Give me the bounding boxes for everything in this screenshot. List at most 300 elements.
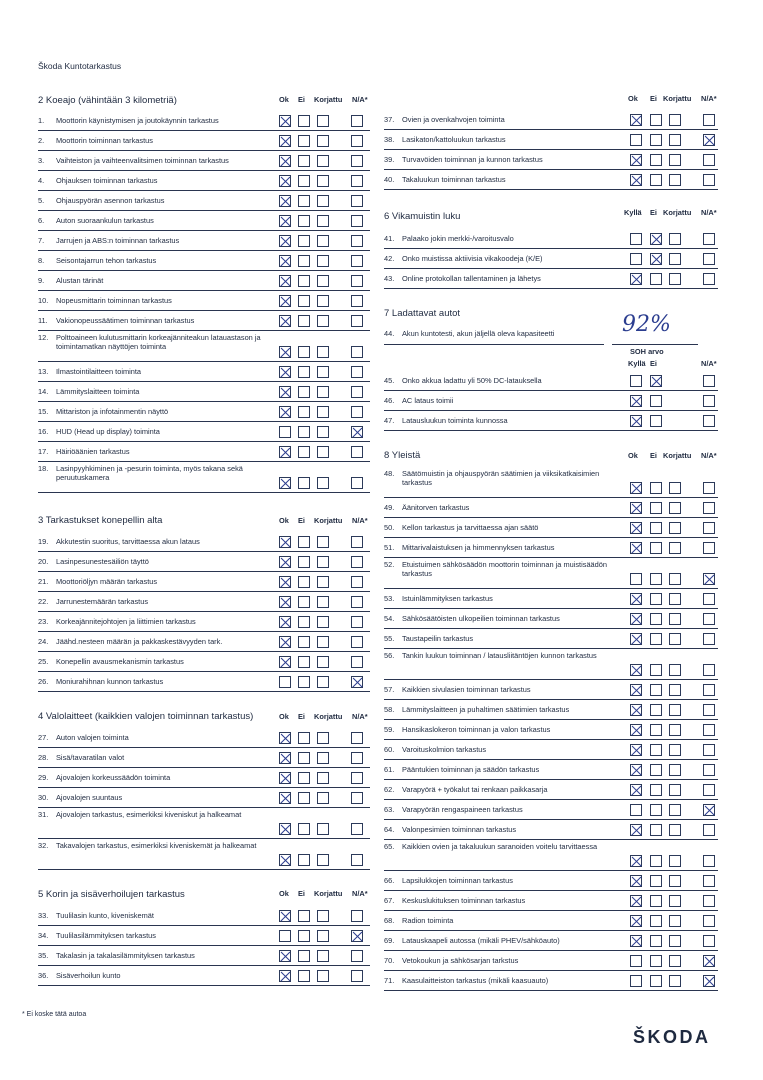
checkbox-ok[interactable] [630,613,642,625]
checkbox-ok[interactable] [279,676,291,688]
checkbox-fix[interactable] [669,975,681,987]
checkbox-ei[interactable] [298,910,310,922]
checkbox-na[interactable] [351,366,363,378]
checkbox-ei[interactable] [650,804,662,816]
checkbox-fix[interactable] [317,536,329,548]
checkbox-fix[interactable] [317,930,329,942]
checkbox-fix[interactable] [317,732,329,744]
checkbox-ei[interactable] [298,275,310,287]
checkbox-ok[interactable] [630,482,642,494]
checkbox-fix[interactable] [317,255,329,267]
checkbox-ok[interactable] [279,406,291,418]
checkbox-na[interactable] [351,536,363,548]
column-header-ei: Ei [650,94,657,103]
checkbox-ok[interactable] [279,235,291,247]
checkbox-ok[interactable] [279,752,291,764]
checkbox-ok[interactable] [630,593,642,605]
checkbox-na[interactable] [351,656,363,668]
checkbox-ok[interactable] [630,764,642,776]
checkbox-ei[interactable] [650,573,662,585]
checkbox-ei[interactable] [650,233,662,245]
checkbox-ei[interactable] [650,784,662,796]
checkbox-fix[interactable] [317,315,329,327]
checkbox-ok[interactable] [279,772,291,784]
checkbox-ok[interactable] [630,134,642,146]
checkbox-ok[interactable] [279,366,291,378]
checkbox-ok[interactable] [630,804,642,816]
checkbox-na[interactable] [351,195,363,207]
checkbox-ei[interactable] [650,684,662,696]
checkbox-ok[interactable] [279,576,291,588]
checkbox-ok[interactable] [630,935,642,947]
checkbox-na[interactable] [351,556,363,568]
checkbox-ei[interactable] [298,732,310,744]
checkbox-ok[interactable] [279,115,291,127]
checkbox-ei[interactable] [298,656,310,668]
checkbox-ei[interactable] [298,616,310,628]
checkbox-na[interactable] [703,664,715,676]
checkbox-ok[interactable] [279,854,291,866]
checkbox-ok[interactable] [630,855,642,867]
checkbox-ok[interactable] [630,174,642,186]
checkbox-na[interactable] [703,573,715,585]
checkbox-na[interactable] [703,633,715,645]
checkbox-fix[interactable] [669,633,681,645]
checkbox-fix[interactable] [669,154,681,166]
checkbox-ei[interactable] [298,406,310,418]
checkbox-ok[interactable] [279,346,291,358]
checkbox-fix[interactable] [669,935,681,947]
checkbox-fix[interactable] [317,656,329,668]
checkbox-na[interactable] [703,704,715,716]
checkbox-ok[interactable] [279,792,291,804]
item-label: Kaikkien sivulasien toiminnan tarkastus [402,685,531,694]
checkbox-ei[interactable] [298,446,310,458]
column-header-ei: Ei [650,208,657,217]
checkbox-fix[interactable] [669,134,681,146]
checkbox-ok[interactable] [279,446,291,458]
checkbox-ei[interactable] [298,596,310,608]
checkbox-ei[interactable] [298,195,310,207]
checkbox-fix[interactable] [669,915,681,927]
checkbox-ei[interactable] [650,253,662,265]
checkbox-na[interactable] [351,215,363,227]
checkbox-ei[interactable] [298,854,310,866]
checkbox-na[interactable] [351,596,363,608]
checkbox-ok[interactable] [279,175,291,187]
checkbox-na[interactable] [351,792,363,804]
checkbox-fix[interactable] [317,215,329,227]
checkbox-ei[interactable] [298,215,310,227]
checkbox-ei[interactable] [650,482,662,494]
checkbox-na[interactable] [703,744,715,756]
checkbox-fix[interactable] [317,910,329,922]
checkbox-ei[interactable] [298,477,310,489]
checkbox-na[interactable] [703,915,715,927]
checkbox-na[interactable] [703,764,715,776]
item-number: 61. [384,765,395,774]
checkbox-ok[interactable] [630,253,642,265]
checkbox-fix[interactable] [317,386,329,398]
checkbox-ok[interactable] [279,426,291,438]
checkbox-ei[interactable] [298,115,310,127]
checkbox-fix[interactable] [317,155,329,167]
checkbox-na[interactable] [351,275,363,287]
checkbox-ei[interactable] [650,395,662,407]
checklist-row [384,268,718,289]
checkbox-fix[interactable] [669,253,681,265]
checkbox-fix[interactable] [669,174,681,186]
checkbox-na[interactable] [351,477,363,489]
checkbox-ei[interactable] [298,823,310,835]
checkbox-na[interactable] [351,636,363,648]
checkbox-ei[interactable] [298,752,310,764]
checkbox-ei[interactable] [650,935,662,947]
checkbox-na[interactable] [351,406,363,418]
checkbox-na[interactable] [351,616,363,628]
checkbox-ei[interactable] [650,154,662,166]
item-number: 2. [38,136,45,145]
checkbox-ok[interactable] [630,744,642,756]
checkbox-na[interactable] [703,895,715,907]
checkbox-ok[interactable] [279,596,291,608]
checkbox-ok[interactable] [630,154,642,166]
checkbox-ei[interactable] [650,633,662,645]
checkbox-na[interactable] [703,134,715,146]
checkbox-na[interactable] [703,935,715,947]
checkbox-ei[interactable] [650,915,662,927]
checkbox-na[interactable] [703,724,715,736]
checkbox-fix[interactable] [317,295,329,307]
checkbox-fix[interactable] [669,764,681,776]
checkbox-na[interactable] [351,676,363,688]
checkbox-fix[interactable] [317,366,329,378]
checklist-row [384,410,718,431]
checkbox-ei[interactable] [650,955,662,967]
checkbox-ei[interactable] [650,502,662,514]
checkbox-fix[interactable] [317,446,329,458]
checkbox-na[interactable] [703,415,715,427]
checkbox-fix[interactable] [669,724,681,736]
checkbox-ei[interactable] [298,950,310,962]
item-number: 48. [384,469,395,478]
checkbox-na[interactable] [703,174,715,186]
soh-value-line [612,344,698,345]
checkbox-ok[interactable] [630,955,642,967]
checkbox-fix[interactable] [669,704,681,716]
item-number: 40. [384,175,395,184]
checkbox-fix[interactable] [317,950,329,962]
checkbox-fix[interactable] [669,855,681,867]
checkbox-fix[interactable] [669,955,681,967]
checkbox-fix[interactable] [317,477,329,489]
checkbox-ei[interactable] [298,970,310,982]
checkbox-ei[interactable] [298,676,310,688]
item-label: Kaasulaitteiston tarkastus (mikäli kaasuauto) [402,976,549,985]
checkbox-ok[interactable] [630,502,642,514]
checkbox-fix[interactable] [317,115,329,127]
checkbox-na[interactable] [351,910,363,922]
checkbox-fix[interactable] [317,970,329,982]
column-header-korjattu: Korjattu [314,712,343,721]
checkbox-ok[interactable] [279,386,291,398]
checkbox-ok[interactable] [279,616,291,628]
checkbox-ei[interactable] [298,366,310,378]
checkbox-na[interactable] [351,315,363,327]
checkbox-na[interactable] [351,732,363,744]
checkbox-fix[interactable] [317,596,329,608]
checkbox-na[interactable] [351,235,363,247]
checklist-row [384,930,718,951]
checkbox-ei[interactable] [298,346,310,358]
checkbox-ok[interactable] [279,135,291,147]
checkbox-ok[interactable] [630,975,642,987]
checkbox-ei[interactable] [650,114,662,126]
checkbox-na[interactable] [703,875,715,887]
checkbox-ei[interactable] [650,415,662,427]
checkbox-na[interactable] [351,346,363,358]
checkbox-na[interactable] [351,823,363,835]
checkbox-na[interactable] [703,395,715,407]
checkbox-fix[interactable] [317,576,329,588]
checkbox-ei[interactable] [650,744,662,756]
checkbox-ei[interactable] [298,636,310,648]
checkbox-fix[interactable] [669,613,681,625]
checkbox-ok[interactable] [630,114,642,126]
checkbox-ei[interactable] [650,134,662,146]
checkbox-fix[interactable] [317,406,329,418]
item-label: Tankin luukun toiminnan / latausliitäntöjen kunnon tarkastus [402,651,597,660]
checklist-row [384,390,718,411]
item-label: Ajovalojen tarkastus, esimerkiksi kiveniskut ja halkeamat [56,810,242,819]
checkbox-ei[interactable] [298,386,310,398]
checkbox-na[interactable] [351,386,363,398]
checkbox-ok[interactable] [630,375,642,387]
checkbox-na[interactable] [351,950,363,962]
checkbox-fix[interactable] [317,346,329,358]
checkbox-fix[interactable] [669,784,681,796]
checkbox-ei[interactable] [650,704,662,716]
checkbox-ei[interactable] [650,764,662,776]
checkbox-na[interactable] [703,613,715,625]
checkbox-na[interactable] [703,804,715,816]
checkbox-fix[interactable] [317,792,329,804]
checkbox-fix[interactable] [669,502,681,514]
checkbox-fix[interactable] [317,616,329,628]
checkbox-ei[interactable] [650,593,662,605]
checkbox-ei[interactable] [650,875,662,887]
checkbox-na[interactable] [703,233,715,245]
checkbox-na[interactable] [351,446,363,458]
checkbox-fix[interactable] [669,233,681,245]
checkbox-na[interactable] [703,593,715,605]
checkbox-na[interactable] [703,154,715,166]
checkbox-ok[interactable] [630,542,642,554]
checkbox-ok[interactable] [279,910,291,922]
checkbox-ok[interactable] [630,704,642,716]
checkbox-na[interactable] [703,975,715,987]
checkbox-fix[interactable] [669,522,681,534]
checkbox-ei[interactable] [650,724,662,736]
checkbox-na[interactable] [351,752,363,764]
checkbox-na[interactable] [703,253,715,265]
checkbox-ei[interactable] [298,235,310,247]
checkbox-na[interactable] [703,684,715,696]
checkbox-ei[interactable] [298,135,310,147]
checkbox-ok[interactable] [279,656,291,668]
checkbox-ei[interactable] [650,975,662,987]
checkbox-na[interactable] [703,114,715,126]
checkbox-ei[interactable] [298,426,310,438]
checkbox-na[interactable] [351,426,363,438]
checkbox-fix[interactable] [669,273,681,285]
checkbox-ei[interactable] [298,295,310,307]
checkbox-ok[interactable] [279,970,291,982]
checkbox-fix[interactable] [669,573,681,585]
checkbox-ei[interactable] [650,613,662,625]
checkbox-fix[interactable] [669,804,681,816]
checkbox-ok[interactable] [630,724,642,736]
checkbox-ei[interactable] [650,375,662,387]
checkbox-ei[interactable] [298,556,310,568]
checkbox-na[interactable] [351,175,363,187]
checkbox-ok[interactable] [279,732,291,744]
checkbox-ok[interactable] [279,295,291,307]
checkbox-ok[interactable] [630,875,642,887]
checkbox-ok[interactable] [279,255,291,267]
checkbox-fix[interactable] [317,676,329,688]
checkbox-fix[interactable] [669,482,681,494]
checkbox-fix[interactable] [669,593,681,605]
checkbox-ok[interactable] [630,784,642,796]
checkbox-ei[interactable] [650,273,662,285]
checkbox-fix[interactable] [317,175,329,187]
checkbox-na[interactable] [703,482,715,494]
checkbox-ei[interactable] [298,255,310,267]
checkbox-na[interactable] [351,115,363,127]
checkbox-ok[interactable] [630,633,642,645]
checkbox-ei[interactable] [650,855,662,867]
checkbox-ok[interactable] [279,950,291,962]
checkbox-ok[interactable] [279,155,291,167]
checkbox-ok[interactable] [279,930,291,942]
checkbox-na[interactable] [351,576,363,588]
checkbox-ei[interactable] [298,315,310,327]
checkbox-ok[interactable] [279,275,291,287]
checkbox-ok[interactable] [630,573,642,585]
checkbox-na[interactable] [703,855,715,867]
checkbox-fix[interactable] [317,275,329,287]
checkbox-fix[interactable] [317,823,329,835]
item-label: Keskuslukituksen toiminnan tarkastus [402,896,526,905]
checkbox-ok[interactable] [630,395,642,407]
checkbox-fix[interactable] [317,135,329,147]
item-label: Sähkösäätöisten ulkopeilien toiminnan tarkastus [402,614,560,623]
checkbox-ei[interactable] [650,522,662,534]
checkbox-ei[interactable] [298,930,310,942]
checkbox-fix[interactable] [317,752,329,764]
checkbox-ok[interactable] [279,315,291,327]
checkbox-na[interactable] [703,273,715,285]
item-label: Turvavöiden toiminnan ja kunnon tarkastus [402,155,543,164]
checkbox-na[interactable] [351,930,363,942]
checkbox-fix[interactable] [317,854,329,866]
item-number: 55. [384,634,395,643]
checkbox-na[interactable] [351,970,363,982]
checkbox-fix[interactable] [669,542,681,554]
checkbox-fix[interactable] [669,684,681,696]
checkbox-na[interactable] [351,135,363,147]
checkbox-ok[interactable] [279,636,291,648]
checkbox-fix[interactable] [317,195,329,207]
checkbox-ok[interactable] [630,415,642,427]
checkbox-na[interactable] [703,824,715,836]
checkbox-fix[interactable] [669,824,681,836]
checkbox-na[interactable] [351,295,363,307]
checkbox-ok[interactable] [630,522,642,534]
checkbox-na[interactable] [351,155,363,167]
checkbox-ei[interactable] [650,542,662,554]
checkbox-ei[interactable] [298,576,310,588]
checkbox-ei[interactable] [650,895,662,907]
checkbox-na[interactable] [351,255,363,267]
checkbox-na[interactable] [703,375,715,387]
checkbox-fix[interactable] [669,895,681,907]
checkbox-ei[interactable] [650,824,662,836]
checkbox-ok[interactable] [630,824,642,836]
checkbox-na[interactable] [703,522,715,534]
checkbox-fix[interactable] [317,772,329,784]
checkbox-fix[interactable] [669,664,681,676]
checkbox-ei[interactable] [650,664,662,676]
checkbox-ei[interactable] [298,155,310,167]
checkbox-ok[interactable] [279,823,291,835]
checkbox-fix[interactable] [317,235,329,247]
checkbox-fix[interactable] [317,426,329,438]
checkbox-na[interactable] [351,854,363,866]
checkbox-ok[interactable] [630,664,642,676]
checkbox-ok[interactable] [630,273,642,285]
checkbox-ok[interactable] [630,684,642,696]
checkbox-ok[interactable] [279,536,291,548]
checkbox-na[interactable] [703,542,715,554]
checkbox-ei[interactable] [650,174,662,186]
checkbox-na[interactable] [351,772,363,784]
item-number: 62. [384,785,395,794]
checkbox-ei[interactable] [298,772,310,784]
checkbox-ok[interactable] [279,477,291,489]
checkbox-fix[interactable] [669,744,681,756]
checkbox-na[interactable] [703,784,715,796]
checkbox-ei[interactable] [298,175,310,187]
checkbox-ok[interactable] [279,195,291,207]
checkbox-ok[interactable] [279,215,291,227]
checkbox-na[interactable] [703,502,715,514]
checkbox-ok[interactable] [279,556,291,568]
checkbox-ei[interactable] [298,792,310,804]
checkbox-na[interactable] [703,955,715,967]
checkbox-fix[interactable] [317,636,329,648]
checkbox-fix[interactable] [669,114,681,126]
checkbox-ok[interactable] [630,233,642,245]
item-label: Online protokollan tallentaminen ja lähetys [402,274,541,283]
checkbox-ei[interactable] [298,536,310,548]
checkbox-fix[interactable] [317,556,329,568]
checkbox-ok[interactable] [630,895,642,907]
checkbox-fix[interactable] [669,875,681,887]
item-label: Jarrunestemäärän tarkastus [56,597,149,606]
checkbox-ok[interactable] [630,915,642,927]
